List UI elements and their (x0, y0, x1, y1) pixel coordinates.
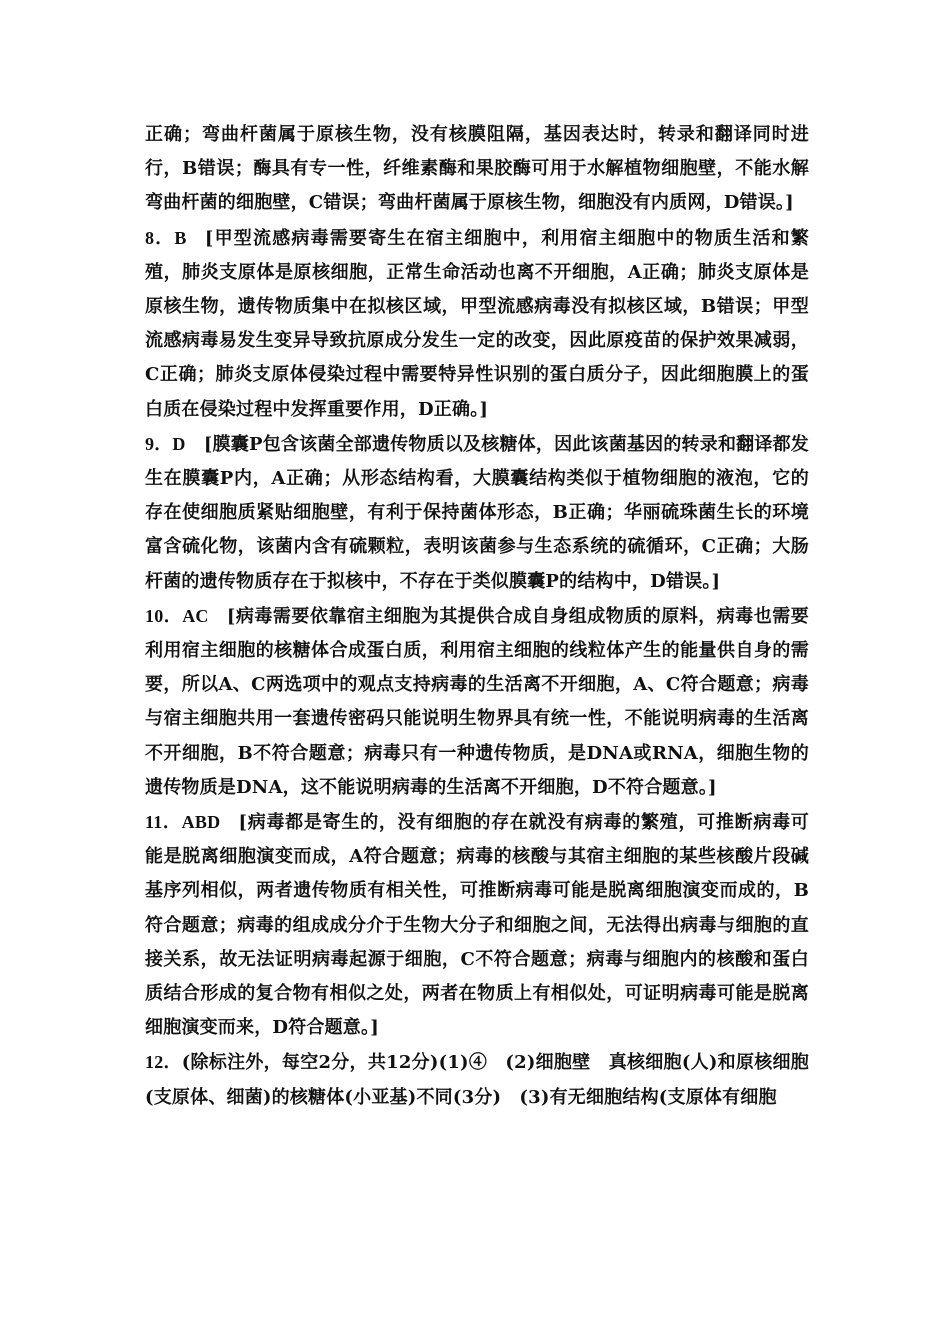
answer-paragraph-7-continued (145, 118, 809, 221)
paragraph-text: [病毒需要依靠宿主细胞为其提供合成自身组成物质的原料，病毒也需要利用宿主细胞的核糖体合成蛋白质，利用宿主细胞的线粒体产生的能量供自身的需要，所以A、C两选项中的观点支持病毒的生活离不开细胞，A、C符合题意；病毒与宿主细胞共用一套遗传密码只能说明生物界具有统一性，不能说明病毒的生活离不开细胞，B不符合题意；病毒只有一种遗传物质，是DNA或RNA，细胞生物的遗传物质是DNA，这不能说明病毒的生活离不开细胞，D不符合题意。] (145, 605, 809, 798)
answer-choice: ABD (181, 812, 221, 833)
answer-page (145, 118, 809, 1115)
answer-paragraph-10 (145, 599, 809, 805)
question-number: 10． (145, 605, 183, 626)
answer-choice: B (174, 227, 187, 248)
paragraph-text: [病毒都是寄生的，没有细胞的存在就没有病毒的繁殖，可推断病毒可能是脱离细胞演变而成，A符合题意；病毒的核酸与其宿主细胞的某些核酸片段碱基序列相似，两者遗传物质有相关性，可推断病毒可能是脱离细胞演变而成的，B符合题意；病毒的组成成分介于生物大分子和细胞之间，无法得出病毒与细胞的直接关系，故无法证明病毒起源于细胞，C不符合题意；病毒与细胞内的核酸和蛋白质结合形成的复合物有相似之处，两者在物质上有相似处，可证明病毒可能是脱离细胞演变而来，D符合题意。] (145, 812, 810, 1039)
paragraph-text: [膜囊P包含该菌全部遗传物质以及核糖体，因此该菌基因的转录和翻译都发生在膜囊P内，A正确；从形态结构看，大膜囊结构类似于植物细胞的液泡，它的存在使细胞质紧贴细胞壁，有利于保持菌体形态，B正确；华丽硫珠菌生长的环境富含硫化物，该菌内含有硫颗粒，表明该菌参与生态系统的硫循环，C正确；大肠杆菌的遗传物质存在于拟核中，不存在于类似膜囊P的结构中，D错误。] (145, 433, 809, 592)
question-number: 12． (145, 1052, 182, 1073)
question-number: 8． (145, 227, 175, 248)
question-number: 11． (145, 812, 182, 833)
answer-paragraph-12 (145, 1045, 809, 1114)
paragraph-text: [甲型流感病毒需要寄生在宿主细胞中，利用宿主细胞中的物质生活和繁殖，肺炎支原体是原核细胞，正常生命活动也离不开细胞，A正确；肺炎支原体是原核生物，遗传物质集中在拟核区域，甲型流感病毒没有拟核区域，B错误；甲型流感病毒易发生变异导致抗原成分发生一定的改变，因此原疫苗的保护效果减弱，C正确；肺炎支原体侵染过程中需要特异性识别的蛋白质分子，因此细胞膜上的蛋白质在侵染过程中发挥重要作用，D正确。] (145, 227, 809, 420)
paragraph-text: 正确；弯曲杆菌属于原核生物，没有核膜阻隔，基因表达时，转录和翻译同时进行，B错误；酶具有专一性，纤维素酶和果胶酶可用于水解植物细胞壁，不能水解弯曲杆菌的细胞壁，C错误；弯曲杆菌属于原核生物，细胞没有内质网，D错误。] (145, 124, 809, 214)
question-number: 9． (145, 433, 173, 454)
answer-paragraph-9 (145, 427, 809, 599)
answer-paragraph-11 (145, 805, 809, 1045)
answer-choice: D (172, 433, 186, 454)
answer-choice: AC (182, 605, 209, 626)
paragraph-text: (除标注外，每空2分，共12分)(1)④ (2)细胞壁 真核细胞(人)和原核细胞(支原体、细菌)的核糖体(小亚基)不同(3分) (3)有无细胞结构(支原体有细胞 (145, 1052, 809, 1108)
answer-paragraph-8 (145, 221, 809, 427)
